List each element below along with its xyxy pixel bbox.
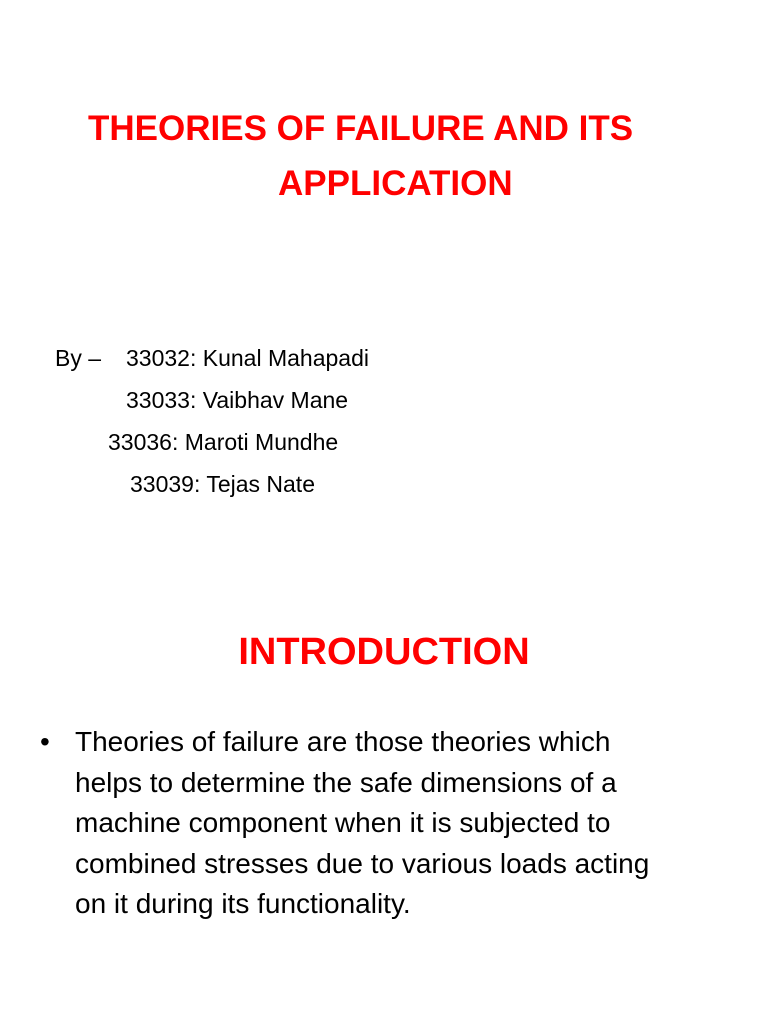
bullet-line: machine component when it is subjected to: [75, 807, 611, 838]
author-line: 33033: Vaibhav Mane: [126, 387, 349, 413]
bullet-line: Theories of failure are those theories which: [75, 726, 611, 757]
bullet-text: [75, 722, 730, 925]
author-line: 33032: Kunal Mahapadi: [126, 345, 369, 371]
author-line: 33036: Maroti Mundhe: [108, 429, 339, 455]
bullet-line: helps to determine the safe dimensions of a: [75, 766, 617, 798]
title-line-2: APPLICATION: [278, 164, 513, 203]
introduction-slide: [0, 576, 768, 1024]
bullet-icon: •: [40, 726, 50, 757]
bullet-line: combined stresses due to various loads acting: [75, 847, 650, 879]
author-line: 33039: Tejas Nate: [130, 471, 315, 497]
title-line-1: THEORIES OF FAILURE AND ITS: [88, 109, 634, 148]
by-label: By –: [55, 345, 102, 371]
section-heading: INTRODUCTION: [238, 631, 530, 673]
bullet-line: on it during its functionality.: [75, 888, 411, 919]
